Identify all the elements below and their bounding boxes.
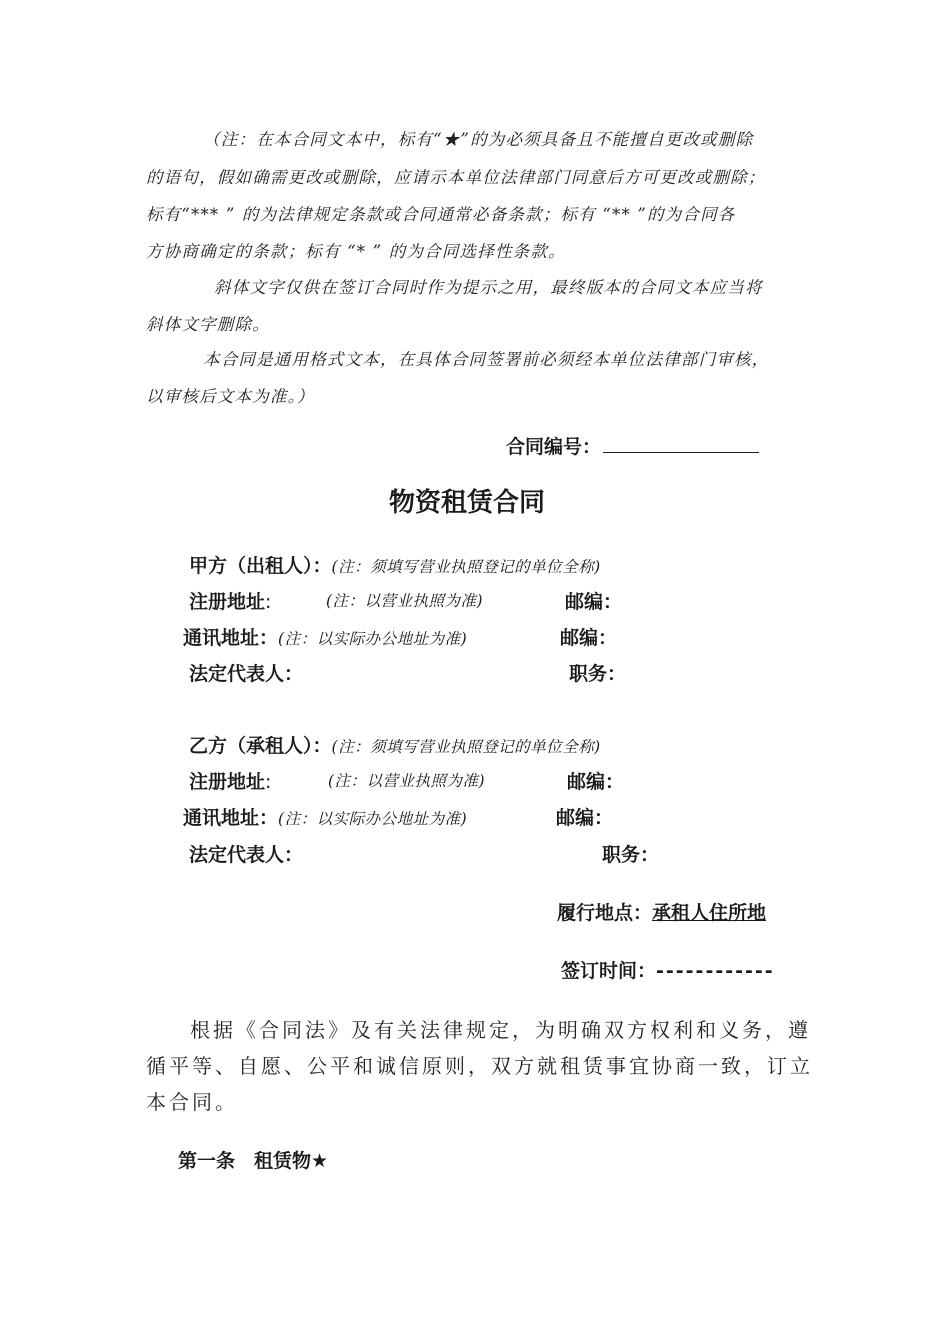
party-b-comm-address: 通讯地址：(注：以实际办公地址为准) <box>183 807 468 829</box>
party-a-name-note: (注：须填写营业执照登记的单位全称) <box>331 558 601 576</box>
party-b-rep-label: 法定代表人： <box>189 844 304 866</box>
note-line-8: 以审核后文本为准。） <box>146 387 315 406</box>
party-b-label: 乙方（承租人）： <box>189 735 332 757</box>
note-line-2: 的语句，假如确需更改或删除，应请示本单位法律部门同意后方可更改或删除； <box>146 168 766 187</box>
party-a-reg-address-label: 注册地址: <box>189 591 272 613</box>
party-a-reg-address-note: (注：以营业执照为准) <box>326 592 484 610</box>
contract-number-blank[interactable] <box>603 432 759 453</box>
preamble-line-2: 循平等、自愿、公平和诚信原则，双方就租赁事宜协商一致，订立 <box>146 1054 813 1078</box>
contract-number-label: 合同编号： <box>506 436 602 458</box>
signing-time <box>561 956 775 983</box>
signing-time-blank[interactable]: ------------ <box>656 960 775 982</box>
preamble-line-3: 本合同。 <box>146 1090 238 1114</box>
note-line-6: 斜体文字删除。 <box>146 315 270 334</box>
note-line-3: 标有“*** ” 的为法律规定条款或合同通常必备条款；标有 “** ”的为合同各 <box>146 205 736 224</box>
party-b-reg-address-label: 注册地址: <box>189 771 272 793</box>
party-b-position-label: 职务： <box>602 844 660 866</box>
note-line-7: 本合同是通用格式文本，在具体合同签署前必须经本单位法律部门审核， <box>203 350 770 369</box>
party-a-postcode-2: 邮编： <box>560 627 618 649</box>
party-a-rep-label: 法定代表人： <box>189 663 304 685</box>
party-b-line <box>189 731 601 758</box>
performance-place <box>557 898 766 925</box>
party-a-position-label: 职务： <box>569 663 627 685</box>
party-b-postcode-2: 邮编： <box>556 807 614 829</box>
party-a-comm-address: 通讯地址：(注：以实际办公地址为准) <box>183 627 468 649</box>
party-b-name-note: (注：须填写营业执照登记的单位全称) <box>331 738 601 756</box>
article-1-heading: 第一条 租赁物★ <box>178 1150 329 1172</box>
signing-time-label: 签订时间： <box>561 960 657 982</box>
performance-place-value: 承租人住所地 <box>652 902 767 924</box>
contract-number <box>506 432 759 459</box>
note-line-5: 斜体文字仅供在签订合同时作为提示之用，最终版本的合同文本应当将 <box>214 278 763 297</box>
note-line-1: （注：在本合同文本中，标有“★”的为必须具备且不能擅自更改或删除 <box>203 130 754 149</box>
party-a-label: 甲方（出租人）： <box>189 555 332 577</box>
note-line-4: 方协商确定的条款；标有 “* ” 的为合同选择性条款。 <box>146 242 566 261</box>
party-b-postcode-1: 邮编： <box>567 771 625 793</box>
party-a-postcode-1: 邮编： <box>565 591 623 613</box>
party-b-reg-address-note: (注：以营业执照为准) <box>328 772 486 790</box>
party-a-line <box>189 551 601 578</box>
preamble-line-1: 根据《合同法》及有关法律规定，为明确双方权利和义务，遵 <box>190 1018 811 1042</box>
page-title: 物资租赁合同 <box>389 488 546 518</box>
performance-place-label: 履行地点： <box>557 902 653 924</box>
